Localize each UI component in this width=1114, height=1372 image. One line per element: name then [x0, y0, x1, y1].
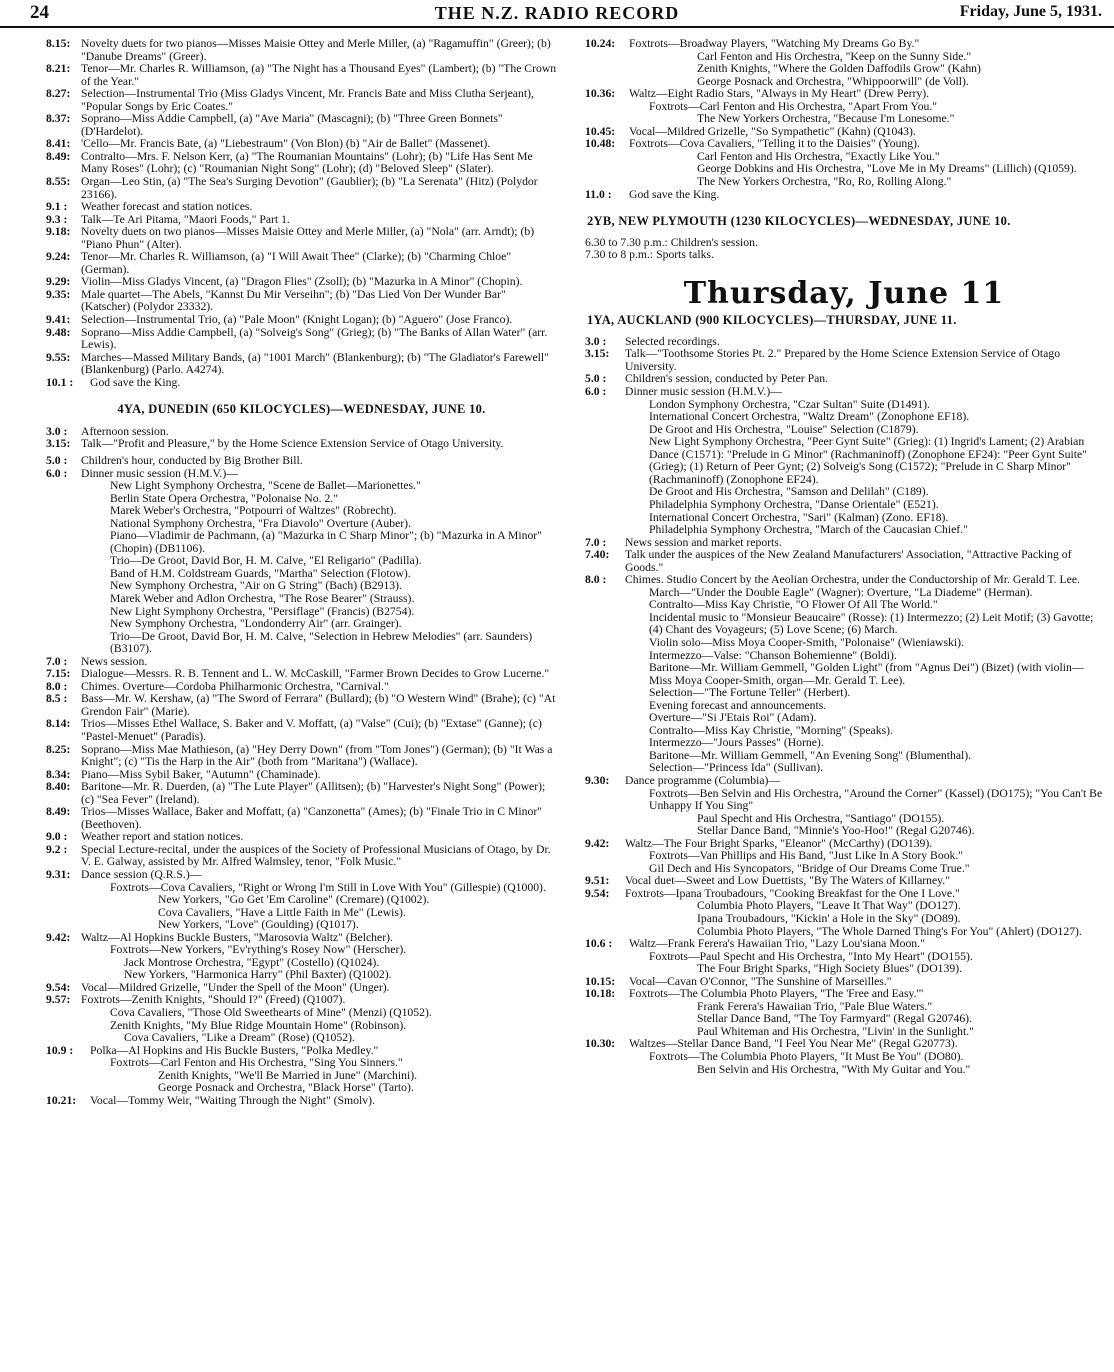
entry-text: Dialogue—Messrs. R. B. Tennent and L. W. McCaskill, "Farmer Brown Decides to Grow Lucerne." — [81, 667, 550, 681]
entry-time: 9.3 : — [46, 212, 68, 226]
entry-time: 8.41: — [46, 137, 71, 151]
program-item: Evening forecast and announcements. — [649, 698, 827, 712]
program-entry — [46, 994, 557, 1007]
entry-text: Selection—Instrumental Trio (Miss Gladys Vincent, Mr. Francis Bate and Miss Clutha Serjeant), "Popular Songs by Eric Coates." — [81, 87, 534, 113]
entry-time: 8.37: — [46, 112, 71, 126]
entry-time: 9.29: — [46, 275, 71, 289]
entry-time: 8.15: — [46, 37, 71, 50]
program-item: New Yorkers, "Love" (Goulding) (Q1017). — [158, 918, 359, 932]
entry-time: 9.41: — [46, 313, 71, 327]
program-item: Intermezzo—"Jours Passes" (Horne). — [649, 736, 824, 750]
entry-time: 9.54: — [46, 980, 71, 994]
program-item: Frank Ferera's Hawaiian Trio, "Pale Blue Waters." — [697, 999, 933, 1013]
entry-text: Waltzes—Stellar Dance Band, "I Feel You Near Me" (Regal G20773). — [629, 1037, 958, 1051]
program-item: Foxtrots—New Yorkers, "Ev'rything's Rosey Now" (Herscher). — [110, 943, 407, 957]
entry-text: Waltz—The Four Bright Sparks, "Eleanor" (McCarthy) (DO139). — [625, 836, 933, 850]
program-item: Carl Fenton and His Orchestra, "Exactly Like You." — [697, 149, 940, 163]
program-entry — [585, 348, 1103, 373]
program-entry — [585, 888, 1103, 901]
entry-time: 3.15: — [46, 437, 71, 451]
program-item: New Light Symphony Orchestra, "Peer Gynt Suite" (Grieg): (1) Ingrid's Lament; (2) Arabian Dance (C1571): "Prelude in G Minor" (Rachmaninoff) (Zonophone EF24): "Peer Gynt Suite" (Grieg); (1) Return of Peer Gynt; (2) Solveig's Song (C1572); "Prelude in C Sharp Minor" (Rachmaninoff) (Zonophone EF24). — [649, 435, 1087, 486]
program-item: Gil Dech and His Syncopators, "Bridge of Our Dreams Come True." — [649, 861, 970, 875]
program-entry — [46, 251, 557, 276]
program-entry — [46, 1095, 557, 1108]
program-item: Ipana Troubadours, "Kickin' a Hole in the Sky" (DO89). — [697, 912, 961, 925]
program-entry — [585, 988, 1103, 1001]
program-item: March—"Under the Double Eagle" (Wagner): Overture, "La Diademe" (Herman). — [649, 585, 1033, 599]
entry-time: 10.24: — [585, 37, 616, 50]
entry-text: Soprano—Miss Addie Campbell, (a) "Solveig's Song" (Grieg); (b) "The Banks of Allan Water" (arr. Lewis). — [81, 325, 548, 352]
entry-time: 8.34: — [46, 767, 71, 781]
entry-time: 8.25: — [46, 742, 71, 756]
program-item: Foxtrots—Ben Selvin and His Orchestra, "Around the Corner" (Kassel) (DO175); "You Can't Be Unhappy If You Sing" — [649, 786, 1103, 813]
program-entry — [585, 189, 1103, 202]
entry-text: Chimes. Overture—Cordoba Philharmonic Orchestra, "Carnival." — [81, 679, 389, 693]
entry-time: 3.15: — [585, 347, 610, 361]
entry-text: Novelty duets on two pianos—Misses Maisie Ottey and Merle Miller, (a) "Nola" (arr. Arndt); (b) "Piano Phun" (Alter). — [81, 225, 535, 251]
entry-time: 10.1 : — [46, 375, 74, 389]
entry-text: God save the King. — [90, 375, 181, 389]
day-heading: Thursday, June 11 — [683, 275, 1005, 311]
program-item: New Light Symphony Orchestra, "Persiflage" (Francis) (B2754). — [110, 604, 415, 618]
entry-text: Dinner music session (H.M.V.)— — [81, 466, 238, 480]
program-item: Foxtrots—Cova Cavaliers, "Right or Wrong I'm Still in Love With You" (Gillespie) (Q1000). — [110, 880, 546, 894]
program-entry — [46, 693, 557, 718]
entry-time: 11.0 : — [585, 187, 612, 201]
entry-text: Male quartet—The Abels, "Kannst Du Mir Verseihn"; (b) "Das Lied Von Der Wunder Bar" (Katscher) (Polydor 23332). — [81, 287, 506, 314]
entry-text: Trios—Misses Wallace, Baker and Moffatt, (a) "Canzonetta" (Ames); (b) "Finale Trio in C Minor" (Beethoven). — [81, 805, 543, 831]
program-item: Band of H.M. Coldstream Guards, "Martha" Selection (Flotow). — [110, 566, 411, 580]
program-item: Baritone—Mr. William Gemmell, "An Evening Song" (Blumenthal). — [649, 748, 972, 762]
program-item: International Concert Orchestra, "Sari" (Kalman) (Zono. EF18). — [649, 510, 949, 524]
entry-text: Weather forecast and station notices. — [81, 200, 253, 214]
entry-time: 5.0 : — [585, 372, 607, 386]
entry-text: Waltz—Al Hopkins Buckle Busters, "Marosovia Waltz" (Belcher). — [81, 930, 393, 944]
entry-text: Vocal—Cavan O'Connor, "The Sunshine of Marseilles." — [629, 974, 892, 988]
entry-text: Vocal duet—Sweet and Low Duettists, "By The Waters of Killarney." — [625, 874, 950, 888]
issue-date: Friday, June 5, 1931. — [959, 3, 1102, 20]
entry-time: 10.21: — [46, 1093, 77, 1107]
program-entry — [585, 938, 1103, 951]
entry-text: Vocal—Tommy Weir, "Waiting Through the Night" (Smolv). — [90, 1093, 375, 1107]
program-item: Foxtrots—Carl Fenton and His Orchestra, "Apart From You." — [649, 99, 938, 113]
program-item: Paul Specht and His Orchestra, "Santiago" (DO155). — [697, 811, 945, 825]
program-item: Columbia Photo Players, "Leave It That Way" (DO127). — [697, 899, 961, 913]
program-item: Zenith Knights, "We'll Be Married in June" (Marchini). — [158, 1068, 418, 1082]
entry-text: Soprano—Miss Mae Mathieson, (a) "Hey Derry Down" (from "Tom Jones") (German); (b) "It Was a Knight"; (c) "Tis the Harp in the Air" (both from "Maritana") (Wallace). — [81, 742, 553, 769]
entry-time: 7.0 : — [46, 654, 68, 668]
entry-time: 3.0 : — [585, 334, 607, 348]
program-entry — [46, 932, 557, 945]
program-item: Paul Whiteman and His Orchestra, "Livin' in the Sunlight." — [697, 1024, 974, 1038]
program-item: Selection—"The Fortune Teller" (Herbert). — [649, 686, 851, 700]
program-entry — [585, 838, 1103, 851]
entry-text: Talk under the auspices of the New Zealand Manufacturers' Association, "Attractive Packing of Goods." — [625, 548, 1072, 574]
entry-time: 7.0 : — [585, 535, 607, 549]
program-item: Stellar Dance Band, "The Toy Farmyard" (Regal G20746). — [697, 1012, 972, 1026]
program-entry — [585, 574, 1103, 587]
program-entry — [46, 226, 557, 251]
entry-text: News session. — [81, 654, 148, 668]
entry-text: Dance session (Q.R.S.)— — [81, 868, 202, 881]
program-entry — [585, 775, 1103, 788]
entry-text: Talk—"Profit and Pleasure," by the Home Science Extension Service of Otago University. — [81, 437, 504, 451]
program-item: New Light Symphony Orchestra, "Scene de Ballet—Marionettes." — [110, 479, 421, 493]
entry-time: 10.48: — [585, 137, 616, 151]
program-item: Trio—De Groot, David Bor, H. M. Calve, "Selection in Hebrew Melodies" (arr. Saunders) (B3107). — [110, 629, 533, 656]
program-item: Trio—De Groot, David Bor, H. M. Calve, "El Religario" (Padilla). — [110, 554, 422, 568]
program-entry — [46, 744, 557, 769]
program-item: Incidental music to "Monsieur Beaucaire" (Rosse): (1) Intermezzo; (2) Leit Motif; (3) Gavotte; (4) Chant des Voyageurs; (5) Love Scene; (6) March. — [649, 610, 1094, 637]
entry-text: Tenor—Mr. Charles R. Williamson, (a) "I Will Await Thee" (Clarke); (b) "Charming Chloe" (German). — [81, 250, 512, 276]
program-entry — [585, 549, 1103, 574]
program-item: George Dobkins and His Orchestra, "Love Me in My Dreams" (Lillich) (Q1059). — [697, 162, 1077, 176]
entry-text: Contralto—Mrs. F. Nelson Kerr, (a) "The Roumanian Mountains" (Lohr); (b) "Life Has Sent Me Many Roses" (Lohr); (c) "Roumanian Night Song" (Lohr); (d) "Beloved Sleep" (Slater). — [81, 149, 533, 176]
program-item: The Four Bright Sparks, "High Society Blues" (DO139). — [697, 962, 963, 976]
entry-time: 9.31: — [46, 868, 71, 881]
entry-time: 5.0 : — [46, 453, 68, 467]
entry-time: 9.57: — [46, 993, 71, 1007]
entry-time: 10.18: — [585, 987, 616, 1001]
program-entry — [46, 63, 557, 88]
entry-text: Foxtrots—Broadway Players, "Watching My Dreams Go By." — [629, 37, 920, 50]
entry-text: Selection—Instrumental Trio, (a) "Pale Moon" (Knight Logan); (b) "Aguero" (Jose Franco). — [81, 313, 513, 327]
program-item: De Groot and His Orchestra, "Louise" Selection (C1879). — [649, 422, 919, 436]
entry-time: 9.42: — [46, 930, 71, 944]
program-entry — [46, 327, 557, 352]
program-entry — [46, 377, 557, 390]
entry-text: Dance programme (Columbia)— — [625, 773, 781, 787]
program-item: De Groot and His Orchestra, "Samson and Delilah" (C189). — [649, 485, 929, 499]
entry-text: Foxtrots—Cova Cavaliers, "Telling it to the Daisies" (Young). — [629, 137, 920, 151]
entry-time: 7.15: — [46, 667, 71, 681]
program-entry — [585, 1038, 1103, 1051]
program-item: Carl Fenton and His Orchestra, "Keep on the Sunny Side." — [697, 49, 972, 63]
program-item: Columbia Photo Players, "The Whole Darned Thing's For You" (Ahlert) (DO127). — [697, 924, 1082, 938]
entry-time: 8.5 : — [46, 692, 68, 706]
entry-time: 9.18: — [46, 225, 71, 239]
program-entry — [46, 289, 557, 314]
entry-time: 10.9 : — [46, 1043, 74, 1057]
entry-text: Foxtrots—Ipana Troubadours, "Cooking Breakfast for the One I Love." — [625, 886, 960, 900]
entry-time: 8.49: — [46, 149, 71, 163]
entry-time: 8.40: — [46, 780, 71, 794]
entry-text: Talk—Te Ari Pitama, "Maori Foods," Part 1. — [81, 212, 290, 226]
entry-text: Selected recordings. — [625, 334, 720, 348]
entry-text: Bass—Mr. W. Kershaw, (a) "The Sword of Ferrara" (Bullard); (b) "O Western Wind" (Brahe); (c) "At Grendon Fair" (Marie). — [81, 692, 556, 718]
entry-text: News session and market reports. — [625, 535, 782, 549]
program-entry — [585, 386, 1103, 399]
program-item: The New Yorkers Orchestra, "Because I'm Lonesome." — [697, 112, 955, 126]
program-item: Overture—"Si J'Etais Roi" (Adam). — [649, 711, 817, 725]
entry-time: 10.36: — [585, 87, 616, 101]
station-heading: 4YA, DUNEDIN (650 KILOCYCLES)—WEDNESDAY, JUNE 10. — [117, 402, 486, 417]
program-item: Contralto—Miss Kay Christie, "O Flower Of All The World." — [649, 598, 938, 612]
program-entry — [46, 869, 557, 882]
entry-time: 9.48: — [46, 325, 71, 339]
program-entry — [585, 38, 1103, 51]
entry-text: Marches—Massed Military Bands, (a) "1001 March" (Blankenburg); (b) "The Gladiator's Farewell" (Blankenburg) (Parlo. A4274). — [81, 350, 549, 377]
program-entry — [46, 438, 557, 451]
entry-time: 8.0 : — [585, 573, 607, 587]
program-entry — [46, 806, 557, 831]
program-entry — [46, 781, 557, 806]
program-item: Cova Cavaliers, "Like a Dream" (Rose) (Q1052). — [124, 1031, 355, 1045]
entry-text: Vocal—Mildred Grizelle, "So Sympathetic" (Kahn) (Q1043). — [629, 124, 916, 138]
program-entry — [585, 138, 1103, 151]
program-entry — [46, 844, 557, 869]
program-entry — [46, 352, 557, 377]
program-item: Zenith Knights, "My Blue Ridge Mountain Home" (Robinson). — [110, 1018, 407, 1032]
program-item: Foxtrots—Van Phillips and His Band, "Just Like In A Story Book." — [649, 849, 964, 863]
entry-text: Novelty duets for two pianos—Misses Maisie Ottey and Merle Miller, (a) "Ragamuffin" (Greer); (b) "Danube Dreams" (Greer). — [81, 37, 551, 63]
entry-text: Waltz—Frank Ferera's Hawaiian Trio, "Lazy Lou'siana Moon." — [629, 937, 925, 951]
entry-time: 9.42: — [585, 836, 610, 850]
program-entry — [46, 1045, 557, 1058]
program-item: National Symphony Orchestra, "Fra Diavolo" Overture (Auber). — [110, 516, 411, 530]
program-item: Stellar Dance Band, "Minnie's Yoo-Hoo!" (Regal G20746). — [697, 824, 975, 838]
entry-text: Chimes. Studio Concert by the Aeolian Orchestra, under the Conductorship of Mr. Gerald T. Lee. — [625, 573, 1080, 587]
program-item: Marek Weber and Adlon Orchestra, "The Rose Bearer" (Strauss). — [110, 591, 415, 605]
entry-text: Foxtrots—Zenith Knights, "Should I?" (Freed) (Q1007). — [81, 993, 346, 1007]
program-item: Baritone—Mr. William Gemmell, "Golden Light" (from "Agnus Dei") (Bizet) (with violin—Miss Moya Cooper-Smith, organ—Mr. Gerald T. Lee). — [649, 661, 1084, 687]
entry-time: 9.54: — [585, 886, 610, 900]
entry-time: 10.45: — [585, 124, 616, 138]
entry-time: 8.21: — [46, 62, 71, 76]
program-item: Intermezzo—Valse: "Chanson Bohemienne" (Boldi). — [649, 648, 897, 662]
entry-text: Baritone—Mr. R. Duerden, (a) "The Lute Player" (Allitsen); (b) "Harvester's Night Song" (Power); (c) "Sea Fever" (Ireland). — [81, 780, 546, 806]
entry-time: 8.27: — [46, 87, 71, 101]
entry-time: 9.30: — [585, 773, 610, 787]
program-item: Ben Selvin and His Orchestra, "With My Guitar and You." — [697, 1062, 971, 1076]
program-item: Foxtrots—Paul Specht and His Orchestra, "Into My Heart" (DO155). — [649, 949, 973, 963]
program-entry — [46, 151, 557, 176]
program-item: International Concert Orchestra, "Waltz Dream" (Zonophone EF18). — [649, 410, 970, 424]
entry-time: 9.35: — [46, 287, 71, 301]
program-entry — [46, 176, 557, 201]
program-item: Foxtrots—Carl Fenton and His Orchestra, "Sing You Sinners." — [110, 1056, 403, 1070]
schedule-line: 6.30 to 7.30 p.m.: Children's session. — [585, 235, 758, 249]
entry-time: 7.40: — [585, 548, 610, 562]
program-item: Contralto—Miss Kay Christie, "Morning" (Speaks). — [649, 723, 893, 737]
program-item: George Posnack and Orchestra, "Black Horse" (Tarto). — [158, 1081, 414, 1095]
entry-time: 6.0 : — [585, 385, 607, 399]
entry-text: Vocal—Mildred Grizelle, "Under the Spell of the Moon" (Unger). — [81, 980, 390, 994]
program-item: Marek Weber's Orchestra, "Potpourri of Waltzes" (Robrecht). — [110, 504, 397, 518]
program-item: New Symphony Orchestra, "Air on G String" (Bach) (B2913). — [110, 579, 402, 593]
entry-time: 9.55: — [46, 350, 71, 364]
right-column — [585, 38, 1103, 1076]
entry-time: 8.49: — [46, 805, 71, 819]
program-item: New Yorkers, "Go Get 'Em Caroline" (Cremare) (Q1002). — [158, 893, 430, 907]
entry-time: 8.55: — [46, 175, 71, 189]
entry-text: Piano—Miss Sybil Baker, "Autumn" (Chaminade). — [81, 767, 321, 781]
publication-title: THE N.Z. RADIO RECORD — [434, 3, 680, 23]
program-entry — [46, 718, 557, 743]
program-item: New Yorkers, "Harmonica Harry" (Phil Baxter) (Q1002). — [124, 968, 392, 982]
program-item: Berlin State Opera Orchestra, "Polonaise No. 2." — [110, 491, 338, 505]
program-item: The New Yorkers Orchestra, "Ro, Ro, Rolling Along." — [697, 175, 952, 189]
program-item: Cova Cavaliers, "Those Old Sweethearts of Mine" (Menzi) (Q1052). — [110, 1006, 432, 1020]
entry-time: 8.14: — [46, 717, 71, 731]
entry-time: 9.24: — [46, 250, 71, 264]
program-item: Selection—"Princess Ida" (Sullivan). — [649, 761, 824, 775]
program-item: Cova Cavaliers, "Have a Little Faith in Me" (Lewis). — [158, 905, 406, 919]
station-heading: 1YA, AUCKLAND (900 KILOCYCLES)—THURSDAY, JUNE 11. — [587, 313, 957, 328]
left-column — [46, 38, 557, 1107]
entry-text: Children's hour, conducted by Big Brother Bill. — [81, 453, 303, 467]
entry-text: Tenor—Mr. Charles R. Williamson, (a) "The Night has a Thousand Eyes" (Lambert); (b) "The Crown of the Year." — [81, 62, 557, 88]
program-item: Violin solo—Miss Moya Cooper-Smith, "Polonaise" (Wieniawski). — [649, 635, 964, 649]
entry-time: 6.0 : — [46, 466, 68, 480]
entry-text: Waltz—Eight Radio Stars, "Always in My Heart" (Drew Perry). — [629, 87, 930, 101]
entry-text: Weather report and station notices. — [81, 830, 244, 844]
entry-time: 10.6 : — [585, 937, 613, 951]
entry-time: 9.1 : — [46, 200, 68, 214]
entry-text: 'Cello—Mr. Francis Bate, (a) "Liebestraum" (Von Blon) (b) "Air de Ballet" (Massenet). — [81, 137, 491, 151]
entry-text: Special Lecture-recital, under the auspices of the Society of Professional Musicians of Otago, by Dr. V. E. Galway, assisted by Mr. Alfred Walmsley, tenor, "Folk Music." — [81, 842, 551, 869]
program-item: George Posnack and Orchestra, "Whippoorwill" (de Voll). — [697, 74, 969, 88]
entry-text: Soprano—Miss Addie Campbell, (a) "Ave Maria" (Mascagni); (b) "Three Green Bonnets" (D'Hardelot). — [81, 112, 503, 138]
entry-text: Dinner music session (H.M.V.)— — [625, 385, 782, 399]
entry-text: Organ—Leo Stin, (a) "The Sea's Surging Devotion" (Gaublier); (b) "La Serenata" (Hitz) (Polydor 23166). — [81, 175, 538, 201]
entry-time: 8.0 : — [46, 679, 68, 693]
program-item: Piano—Vladimir de Pachmann, (a) "Mazurka in C Sharp Minor"; (b) "Mazurka in A Minor" (Chopin) (DB1106). — [110, 529, 542, 555]
program-item: New Symphony Orchestra, "Londonderry Air" (arr. Grainger). — [110, 617, 402, 631]
page-number: 24 — [30, 2, 49, 23]
program-entry — [585, 88, 1103, 101]
entry-text: Talk—"Toothsome Stories Pt. 2." Prepared by the Home Science Extension Service of Otago University. — [625, 347, 1061, 373]
page-header — [0, 0, 1114, 28]
program-item: Zenith Knights, "Where the Golden Daffodils Grow" (Kahn) — [697, 62, 981, 76]
entry-text: God save the King. — [629, 187, 720, 201]
program-entry — [46, 88, 557, 113]
program-item: Philadelphia Symphony Orchestra, "March of the Caucasian Chief." — [649, 523, 968, 537]
station-heading: 2YB, NEW PLYMOUTH (1230 KILOCYCLES)—WEDNESDAY, JUNE 10. — [587, 214, 1011, 229]
entry-time: 9.0 : — [46, 830, 68, 844]
program-entry — [46, 38, 557, 63]
entry-text: Afternoon session. — [81, 424, 169, 438]
program-item: Philadelphia Symphony Orchestra, "Danse Orientale" (E521). — [649, 497, 939, 511]
program-item: London Symphony Orchestra, "Czar Sultan" Suite (D1491). — [649, 397, 930, 411]
entry-time: 9.51: — [585, 874, 610, 888]
program-item: Jack Montrose Orchestra, "Egypt" (Costello) (Q1024). — [124, 955, 380, 969]
program-item: Foxtrots—The Columbia Photo Players, "It Must Be You" (DO80). — [649, 1050, 964, 1064]
program-entry — [46, 468, 557, 481]
entry-time: 9.2 : — [46, 842, 68, 856]
entry-text: Foxtrots—The Columbia Photo Players, "The 'Free and Easy.'" — [629, 987, 924, 1001]
entry-text: Trios—Misses Ethel Wallace, S. Baker and V. Moffatt, (a) "Valse" (Cui); (b) "Extase" (Ganne); (c) "Pastel-Menuet" (Paradis). — [81, 717, 542, 743]
entry-text: Children's session, conducted by Peter Pan. — [625, 372, 829, 386]
program-entry — [46, 113, 557, 138]
entry-time: 3.0 : — [46, 424, 68, 438]
entry-text: Violin—Miss Gladys Vincent, (a) "Dragon Flies" (Zsoll); (b) "Mazurka in A Minor" (Chopin). — [81, 275, 523, 289]
entry-time: 10.30: — [585, 1037, 616, 1051]
entry-text: Polka—Al Hopkins and His Buckle Busters, "Polka Medley." — [90, 1043, 379, 1057]
entry-time: 10.15: — [585, 974, 616, 988]
schedule-line: 7.30 to 8 p.m.: Sports talks. — [585, 248, 714, 262]
